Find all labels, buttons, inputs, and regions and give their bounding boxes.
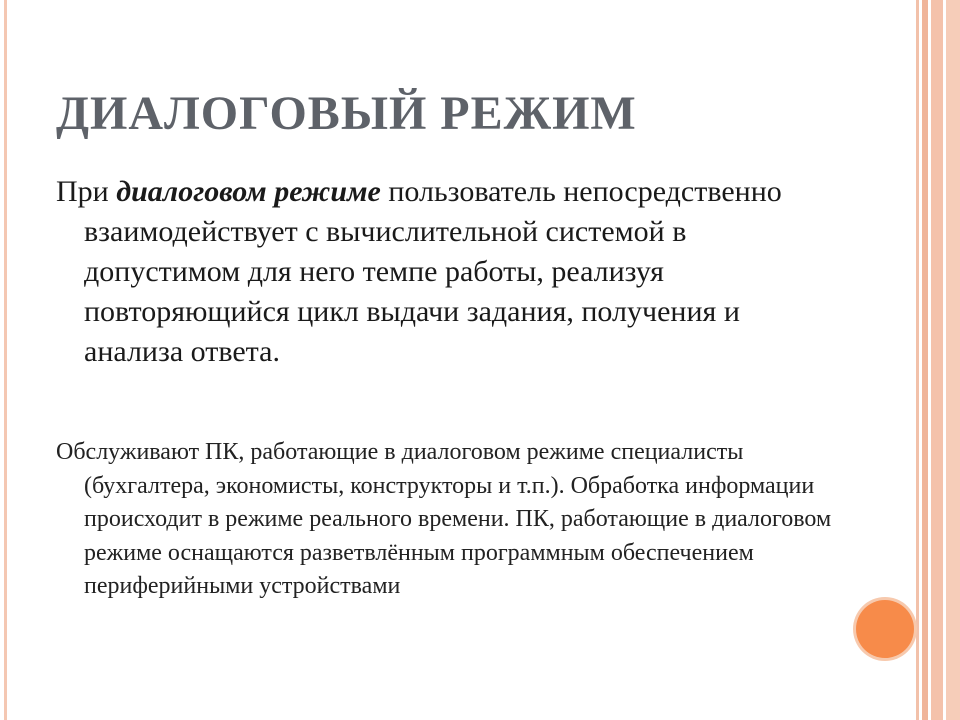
paragraph-dialog-definition — [56, 172, 844, 372]
decor-orange-circle — [856, 600, 914, 658]
decor-stripe — [931, 0, 943, 720]
slide-title: ДИАЛОГОВЫЙ РЕЖИМ — [56, 87, 637, 140]
emphasis-term: диалоговом режиме — [116, 175, 381, 208]
paragraph-rest: пользователь непосредственно взаимодействует с вычислительной системой в допустимом для него темпе работы, реализуя повторяющийся цикл выдачи задания, получения и анализа ответа. — [84, 175, 782, 368]
paragraph-prefix: При — [56, 175, 117, 208]
decor-stripe — [922, 0, 928, 720]
left-frame-line — [4, 0, 7, 720]
decor-stripe — [946, 0, 960, 720]
decor-stripe — [916, 0, 919, 720]
paragraph-pc-usage: Обслуживают ПК, работающие в диалоговом режиме специалисты (бухгалтера, экономисты, конструкторы и т.п.). Обработка информации происходит в режиме реального времени. ПК, работающие в диалоговом режиме оснащаются разветвлённым программным обеспечением периферийными устройствами — [56, 439, 832, 599]
